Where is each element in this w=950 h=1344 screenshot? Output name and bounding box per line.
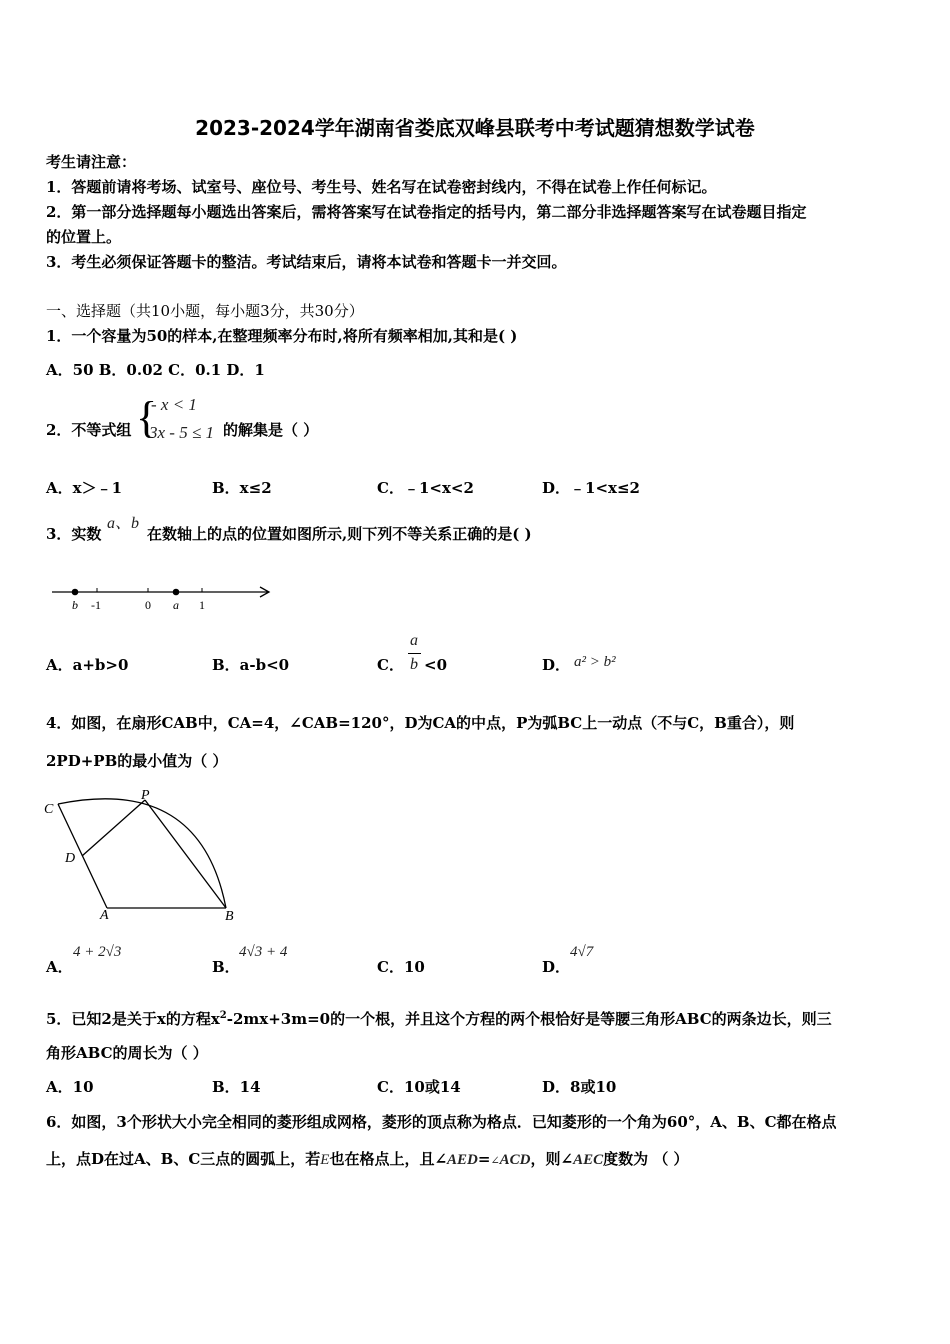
exponent-2: 2	[219, 1010, 227, 1021]
question-5-option-a: A．10	[46, 1078, 94, 1096]
question-4-option-b-math: 4√3 + 4	[239, 944, 288, 960]
angle-symbol: ∠	[490, 1155, 500, 1167]
axis-label-b: b	[72, 598, 78, 612]
number-line-figure	[48, 580, 278, 614]
question-6-line-2-end: 度数为 （ ）	[603, 1150, 689, 1168]
equals-sign: =	[477, 1150, 491, 1168]
question-5-option-d: D．8或10	[542, 1078, 617, 1096]
question-2-option-c: C．﹣1<x<2	[377, 479, 474, 497]
sector-figure	[40, 785, 250, 925]
question-3-prefix: 3．实数	[46, 525, 102, 543]
question-4-option-a-math: 4 + 2√3	[73, 944, 122, 960]
notice-item-2-line-1: 2．第一部分选择题每小题选出答案后，需将答案写在试卷指定的括号内，第二部分非选择题答案写在试卷题目指定	[46, 203, 807, 221]
fraction-denominator: b	[410, 656, 418, 673]
question-5-line-2: 角形ABC的周长为（ ）	[46, 1044, 208, 1062]
label-c: C	[44, 802, 54, 817]
question-4-line-1: 4．如图，在扇形CAB中，CA=4，∠CAB=120°，D为CA的中点，P为弧BC上一动点（不与C，B重合），则	[46, 714, 795, 732]
point-a	[173, 589, 180, 596]
question-6-line-2-start: 上，点D在过A、B、C三点的圆弧上，若	[46, 1150, 321, 1168]
label-d: D	[65, 851, 76, 866]
question-5-line-1-end: -2mx+3m=0的一个根，并且这个方程的两个根恰好是等腰三角形ABC的两条边长，则三	[226, 1010, 832, 1028]
system-brace: {	[136, 393, 158, 442]
question-1-stem: 1．一个容量为50的样本,在整理频率分布时,将所有频率相加,其和是( )	[46, 327, 518, 345]
question-4-option-a-label: A．	[46, 958, 73, 976]
question-2-suffix: 的解集是（ ）	[223, 421, 319, 439]
question-6-line-2	[46, 1149, 689, 1171]
page-title: 2023-2024学年湖南省娄底双峰县联考中考试题猜想数学试卷	[195, 116, 755, 140]
question-6-line-2-then: ，则∠	[530, 1150, 574, 1168]
axis-label-1: 1	[199, 598, 205, 612]
question-4-option-d-label: D．	[542, 958, 571, 976]
angle-aed: AED	[447, 1152, 478, 1168]
label-p: P	[141, 788, 150, 803]
question-6-line-2-mid: 也在格点上，且∠	[329, 1150, 448, 1168]
axis-label-a: a	[173, 598, 179, 612]
question-3-option-c-label: C．	[377, 656, 404, 674]
question-2-prefix: 2．不等式组	[46, 421, 132, 439]
point-b	[72, 589, 79, 596]
question-3-option-b: B．a-b<0	[212, 656, 290, 674]
question-4-option-d-math: 4√7	[570, 944, 594, 960]
question-2-option-d: D．﹣1<x≤2	[542, 479, 640, 497]
arc-bc	[58, 799, 226, 908]
question-3-variables: a、b	[107, 515, 140, 532]
inequality-2: 3x - 5 ≤ 1	[149, 423, 215, 442]
question-5-line-1	[46, 1006, 832, 1029]
angle-acd: ACD	[499, 1152, 531, 1168]
question-3-option-c-tail: <0	[424, 656, 448, 674]
question-5-option-b: B．14	[212, 1078, 261, 1096]
question-4-option-c: C．10	[377, 958, 425, 976]
question-4-option-b-label: B．	[212, 958, 240, 976]
axis-label-0: 0	[145, 598, 151, 612]
notice-item-3: 3．考生必须保证答题卡的整洁。考试结束后，请将本试卷和答题卡一并交回。	[46, 253, 567, 271]
question-2-option-b: B．x≤2	[212, 479, 272, 497]
question-2-option-a: A．x＞﹣1	[46, 479, 123, 497]
angle-aec: AEC	[573, 1152, 604, 1168]
question-1-options: A．50 B．0.02 C．0.1 D．1	[46, 361, 265, 379]
section-heading: 一、选择题（共10小题，每小题3分，共30分）	[46, 302, 364, 320]
question-3-suffix: 在数轴上的点的位置如图所示,则下列不等关系正确的是( )	[147, 525, 532, 543]
notice-heading: 考生请注意：	[46, 153, 137, 171]
question-3-option-a: A．a+b>0	[46, 656, 129, 674]
label-a: A	[100, 908, 109, 923]
notice-item-1: 1．答题前请将考场、试室号、座位号、考生号、姓名写在试卷密封线内，不得在试卷上作任何标记。	[46, 178, 717, 196]
notice-item-2-line-2: 的位置上。	[46, 228, 122, 246]
question-3-option-d-math: a² > b²	[574, 654, 616, 670]
question-6-line-1: 6．如图，3个形状大小完全相同的菱形组成网格，菱形的顶点称为格点．已知菱形的一个角为60°，A、B、C都在格点	[46, 1113, 837, 1131]
fraction-bar	[408, 653, 421, 654]
question-3-option-d-label: D．	[542, 656, 571, 674]
fraction-numerator: a	[410, 632, 418, 649]
point-e: E	[320, 1152, 330, 1168]
question-5-option-c: C．10或14	[377, 1078, 461, 1096]
inequality-1: - x < 1	[151, 395, 197, 414]
question-4-line-2: 2PD+PB的最小值为（ ）	[46, 752, 228, 770]
segment-pb	[145, 800, 226, 908]
segment-dp	[82, 800, 145, 856]
question-5-line-1-start: 5．已知2是关于x的方程x	[46, 1010, 220, 1028]
axis-label-minus-1: -1	[91, 598, 101, 612]
label-b: B	[225, 909, 234, 924]
